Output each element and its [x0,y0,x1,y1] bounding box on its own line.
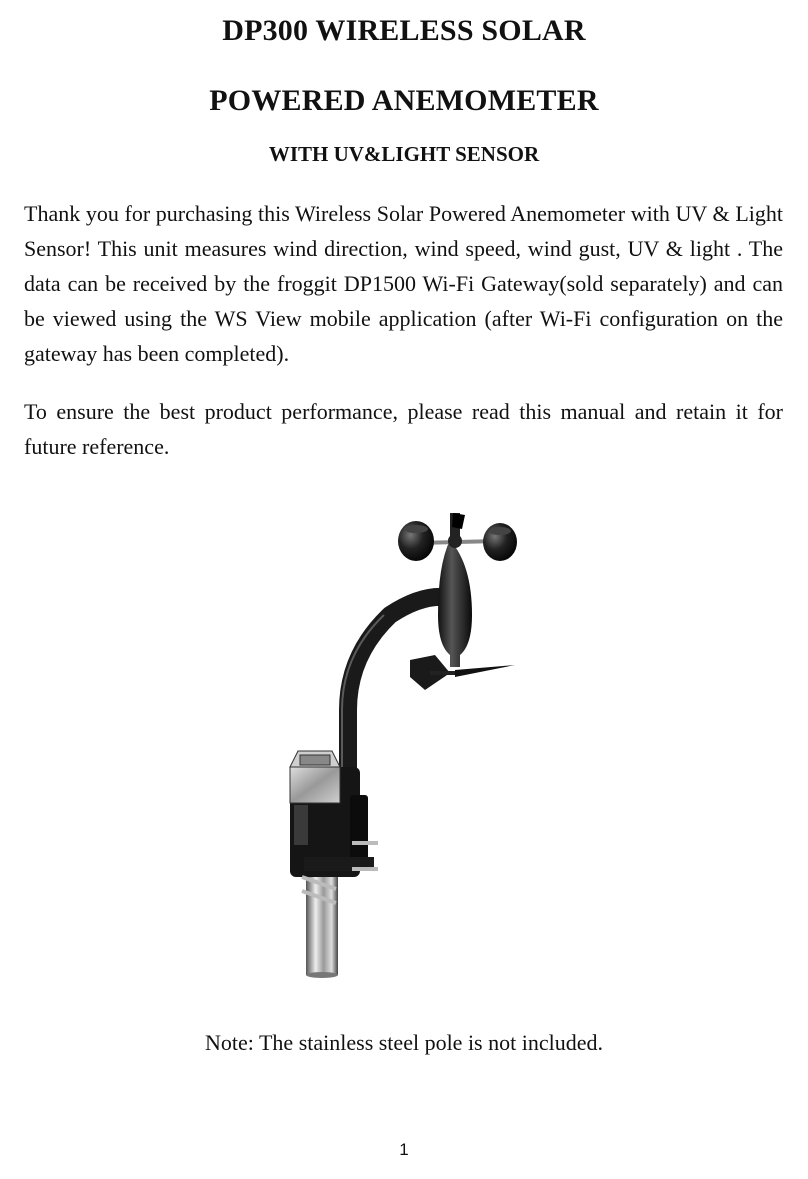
pole-note: Note: The stainless steel pole is not included. [205,1030,603,1055]
mounting-arm [348,597,445,805]
title-line-2: POWERED ANEMOMETER [209,84,599,117]
anemometer-product-image [250,505,550,980]
page-number: 1 [399,1140,409,1159]
title-line-1: DP300 WIRELESS SOLAR [222,14,586,47]
reference-paragraph: To ensure the best product performance, please read this manual and retain it for future reference. [24,399,783,459]
wind-vane-tail [455,665,515,677]
intro-paragraph: Thank you for purchasing this Wireless Solar Powered Anemometer with UV & Light Sensor! This unit measures wind direction, wind speed, wind gust, UV & light . The data can be received by the froggit DP1500 Wi-Fi Gateway(sold separately) and can be viewed using the WS View mobile application (after Wi-Fi configuration on the gateway has been completed). [24,201,783,366]
vane-body [438,540,472,667]
subtitle: WITH UV&LIGHT SENSOR [268,142,540,166]
